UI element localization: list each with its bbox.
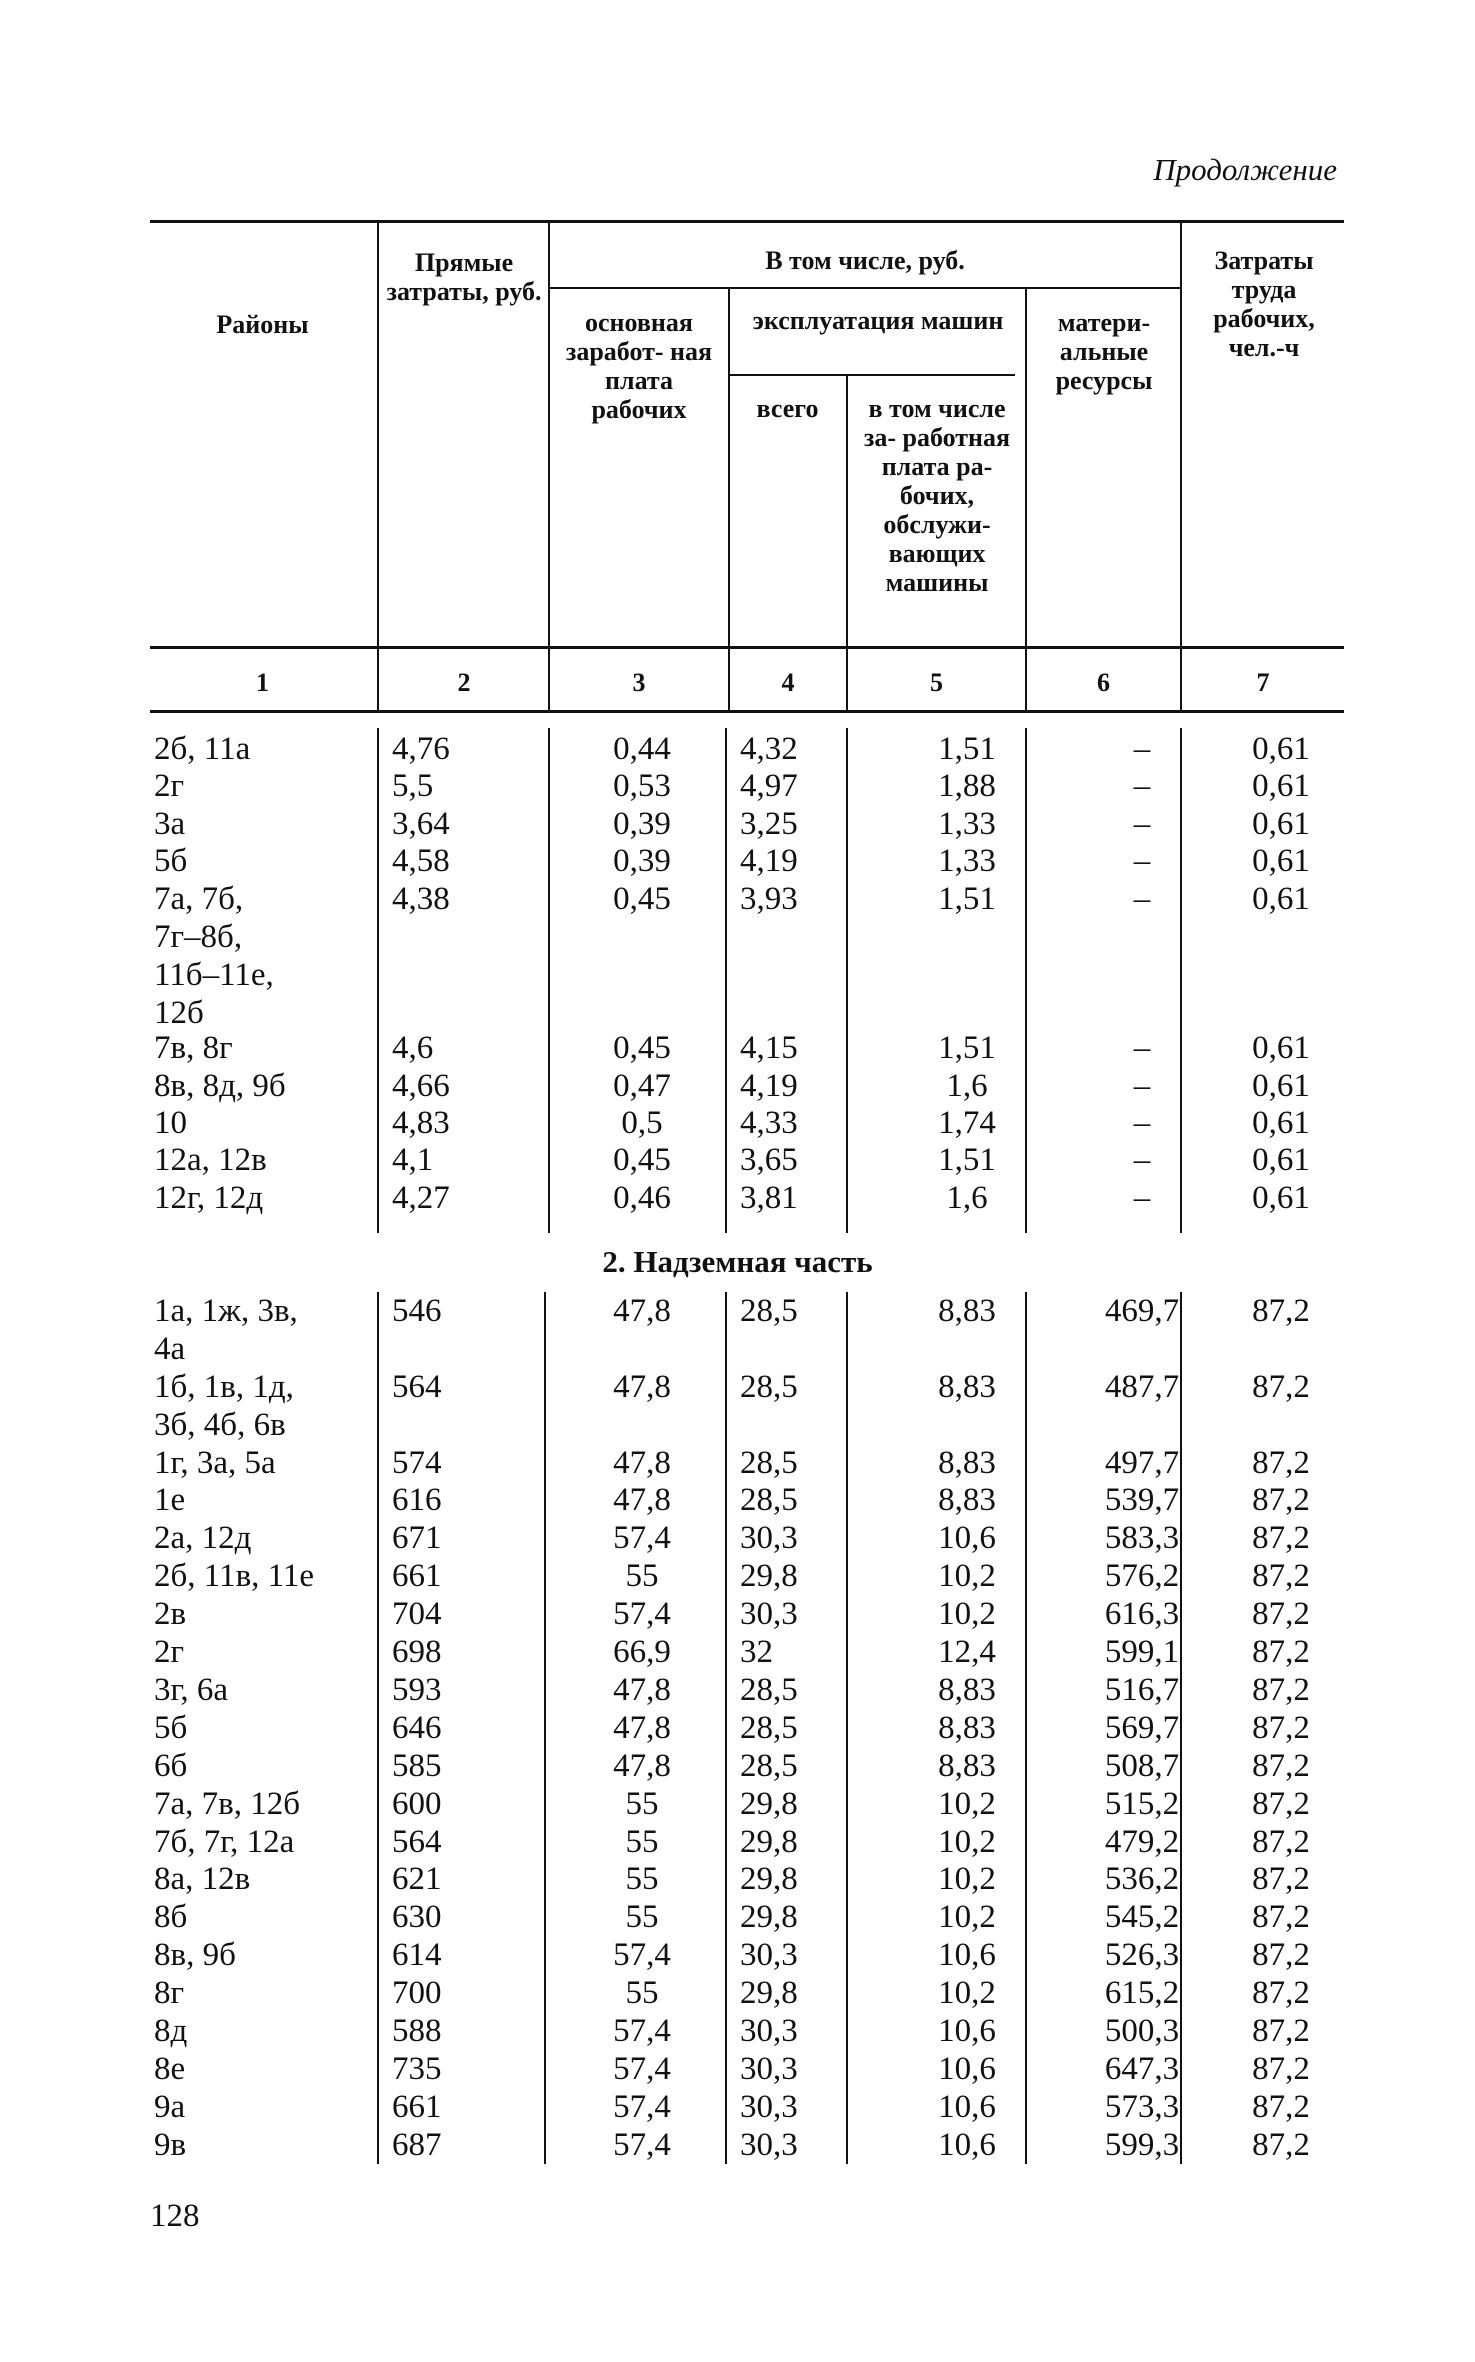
machine-total-cell: 28,5 <box>740 1368 798 1405</box>
machine-wage-cell: 8,83 <box>938 1671 996 1708</box>
machine-total-cell: 29,8 <box>740 1823 798 1860</box>
labor-cost-cell: 87,2 <box>1252 1937 1310 1974</box>
table-row <box>150 842 1344 879</box>
header-bottom-rule <box>150 646 1344 649</box>
direct-costs-cell: 4,27 <box>392 1179 450 1216</box>
base-wage-cell: 0,5 <box>621 1104 663 1141</box>
base-wage-cell: 0,53 <box>613 768 671 805</box>
labor-cost-cell: 87,2 <box>1252 2012 1310 2049</box>
machine-total-cell: 30,3 <box>740 2012 798 2049</box>
column-number-3: 3 <box>632 668 646 697</box>
labor-cost-cell: 0,61 <box>1252 880 1310 917</box>
materials-cell: – <box>1133 1104 1151 1141</box>
column-number-1: 1 <box>256 668 269 697</box>
base-wage-cell: 47,8 <box>613 1482 671 1519</box>
machine-wage-cell: 1,74 <box>938 1104 996 1141</box>
district-cell: 1е <box>154 1482 186 1519</box>
district-cell: 8е <box>154 2050 186 2087</box>
labor-cost-cell: 87,2 <box>1252 1899 1310 1936</box>
header-vline-6 <box>1180 222 1182 712</box>
machine-total-cell: 28,5 <box>740 1709 798 1746</box>
table-row <box>150 1444 1344 1482</box>
machine-total-cell: 30,3 <box>740 2050 798 2087</box>
header-col1: Районы <box>216 310 309 339</box>
district-cell: 8б <box>154 1899 188 1936</box>
district-cell: 7в, 8г <box>154 1030 233 1067</box>
materials-cell: 479,2 <box>1104 1823 1180 1860</box>
table-row <box>150 1671 1344 1709</box>
labor-cost-cell: 87,2 <box>1252 1293 1310 1329</box>
district-cell: 6б <box>154 1747 188 1784</box>
header-col6: матери- альные ресурсы <box>1055 308 1153 395</box>
labor-cost-cell: 87,2 <box>1252 2050 1310 2087</box>
column-number-2: 2 <box>457 668 471 697</box>
base-wage-cell: 55 <box>625 1785 659 1822</box>
machine-wage-cell: 10,2 <box>938 1785 996 1822</box>
materials-cell: 500,3 <box>1104 2012 1180 2049</box>
direct-costs-cell: 630 <box>392 1899 442 1936</box>
table-row <box>150 1519 1344 1557</box>
materials-cell: 526,3 <box>1104 1937 1180 1974</box>
district-cell: 2г <box>154 768 185 805</box>
machine-total-cell: 28,5 <box>740 1482 798 1519</box>
table-row <box>150 805 1344 842</box>
machine-wage-cell: 8,83 <box>938 1482 996 1519</box>
base-wage-cell: 57,4 <box>613 1596 671 1633</box>
machine-total-cell: 4,15 <box>740 1030 798 1067</box>
base-wage-cell: 0,47 <box>613 1067 671 1104</box>
machine-wage-cell: 10,2 <box>938 1823 996 1860</box>
materials-cell: 573,3 <box>1104 2088 1180 2125</box>
materials-cell: – <box>1133 1030 1151 1067</box>
direct-costs-cell: 588 <box>392 2012 442 2049</box>
district-cell: 1г, 3а, 5а <box>154 1444 276 1481</box>
base-wage-cell: 0,46 <box>613 1179 671 1216</box>
district-cell: 8г <box>154 1975 185 2012</box>
machine-wage-cell: 10,6 <box>938 1937 996 1974</box>
district-cell: 3г, 6а <box>154 1671 228 1708</box>
base-wage-cell: 0,39 <box>613 843 671 880</box>
base-wage-cell: 0,45 <box>613 1030 671 1067</box>
header-exploitation: эксплуатация машин <box>752 306 1004 335</box>
labor-cost-cell: 0,61 <box>1252 1104 1310 1141</box>
materials-cell: 516,7 <box>1104 1671 1180 1708</box>
labor-cost-cell: 0,61 <box>1252 768 1310 805</box>
machine-total-cell: 4,19 <box>740 843 798 880</box>
header-col7: Затраты труда рабочих, чел.-ч <box>1213 246 1315 362</box>
materials-cell: 583,3 <box>1104 1520 1180 1557</box>
machine-total-cell: 3,25 <box>740 805 798 842</box>
machine-total-cell: 30,3 <box>740 1520 798 1557</box>
base-wage-cell: 55 <box>625 1861 659 1898</box>
district-cell: 1а, 1ж, 3в, 4а <box>154 1293 298 1367</box>
table-row <box>150 1898 1344 1936</box>
machine-total-cell: 4,32 <box>740 731 798 767</box>
labor-cost-cell: 87,2 <box>1252 1520 1310 1557</box>
materials-cell: 508,7 <box>1104 1747 1180 1784</box>
table-row <box>150 1067 1344 1104</box>
direct-costs-cell: 700 <box>392 1975 442 2012</box>
base-wage-cell: 55 <box>625 1558 659 1595</box>
section2-table-body <box>150 1292 1344 2164</box>
district-cell: 10 <box>154 1104 187 1141</box>
district-cell: 2б, 11а <box>154 731 251 767</box>
direct-costs-cell: 4,66 <box>392 1067 450 1104</box>
table-row <box>150 2088 1344 2126</box>
machine-wage-cell: 10,2 <box>938 1558 996 1595</box>
table-row <box>150 1481 1344 1519</box>
district-cell: 8в, 9б <box>154 1937 236 1974</box>
table-row <box>150 1860 1344 1898</box>
machine-wage-cell: 10,2 <box>938 1596 996 1633</box>
materials-cell: 576,2 <box>1104 1558 1180 1595</box>
header-col2: Прямые затраты, руб. <box>386 248 542 306</box>
machine-wage-cell: 8,83 <box>938 1444 996 1481</box>
machine-total-cell: 28,5 <box>740 1293 798 1329</box>
base-wage-cell: 66,9 <box>613 1634 671 1671</box>
direct-costs-cell: 661 <box>392 1558 442 1595</box>
machine-wage-cell: 10,2 <box>938 1899 996 1936</box>
district-cell: 5б <box>154 843 188 880</box>
district-cell: 12г, 12д <box>154 1179 264 1216</box>
group-underline <box>550 287 1180 289</box>
materials-cell: – <box>1133 1142 1151 1179</box>
district-cell: 2г <box>154 1634 185 1671</box>
machine-total-cell: 3,93 <box>740 880 798 917</box>
base-wage-cell: 47,8 <box>613 1368 671 1405</box>
direct-costs-cell: 661 <box>392 2088 442 2125</box>
materials-cell: 545,2 <box>1104 1899 1180 1936</box>
machine-total-cell: 30,3 <box>740 2088 798 2125</box>
machine-total-cell: 32 <box>740 1634 773 1671</box>
machine-wage-cell: 10,6 <box>938 2126 996 2163</box>
header-col5: в том числе за- работная плата ра- бочих, обслужи- вающих машины <box>863 394 1011 597</box>
base-wage-cell: 47,8 <box>613 1293 671 1329</box>
labor-cost-cell: 87,2 <box>1252 1558 1310 1595</box>
header-top-rule <box>150 220 1344 223</box>
labor-cost-cell: 0,61 <box>1252 1142 1310 1179</box>
header-vline-5 <box>1025 288 1027 712</box>
direct-costs-cell: 621 <box>392 1861 442 1898</box>
direct-costs-cell: 4,1 <box>392 1142 434 1179</box>
column-number-4: 4 <box>781 668 795 697</box>
district-cell: 9в <box>154 2126 187 2163</box>
district-cell: 2а, 12д <box>154 1520 252 1557</box>
machine-wage-cell: 10,6 <box>938 1520 996 1557</box>
machine-wage-cell: 8,83 <box>938 1368 996 1405</box>
direct-costs-cell: 704 <box>392 1596 442 1633</box>
labor-cost-cell: 87,2 <box>1252 1634 1310 1671</box>
direct-costs-cell: 4,38 <box>392 880 450 917</box>
direct-costs-cell: 616 <box>392 1482 442 1519</box>
materials-cell: 615,2 <box>1104 1975 1180 2012</box>
district-cell: 8а, 12в <box>154 1861 251 1898</box>
direct-costs-cell: 4,6 <box>392 1030 434 1067</box>
machine-wage-cell: 8,83 <box>938 1747 996 1784</box>
district-cell: 3а <box>154 805 186 842</box>
district-cell: 5б <box>154 1709 188 1746</box>
column-number-6: 6 <box>1097 668 1110 697</box>
machine-wage-cell: 1,88 <box>938 768 996 805</box>
table-row <box>150 1785 1344 1823</box>
materials-cell: 497,7 <box>1104 1444 1180 1481</box>
direct-costs-cell: 546 <box>392 1293 442 1329</box>
header-vline-3 <box>728 288 730 712</box>
materials-cell: 647,3 <box>1104 2050 1180 2087</box>
labor-cost-cell: 0,61 <box>1252 1030 1310 1067</box>
column-numbers-bottom-rule <box>150 710 1344 713</box>
table-row <box>150 1104 1344 1141</box>
header-group: В том числе, руб. <box>765 246 965 275</box>
district-cell: 8д <box>154 2012 188 2049</box>
header-col3: основная заработ- ная плата рабочих <box>565 308 713 424</box>
exploitation-underline <box>730 374 1015 376</box>
district-cell: 7а, 7в, 12б <box>154 1785 301 1822</box>
materials-cell: 515,2 <box>1104 1785 1180 1822</box>
table-row <box>150 2126 1344 2164</box>
table-row <box>150 1747 1344 1785</box>
district-cell: 2в <box>154 1596 187 1633</box>
table-row <box>150 1029 1344 1066</box>
direct-costs-cell: 574 <box>392 1444 442 1481</box>
machine-wage-cell: 1,51 <box>938 1142 996 1179</box>
direct-costs-cell: 4,83 <box>392 1104 450 1141</box>
page-number: 128 <box>150 2198 200 2234</box>
base-wage-cell: 47,8 <box>613 1709 671 1746</box>
base-wage-cell: 47,8 <box>613 1671 671 1708</box>
materials-cell: 539,7 <box>1104 1482 1180 1519</box>
labor-cost-cell: 87,2 <box>1252 1747 1310 1784</box>
labor-cost-cell: 0,61 <box>1252 731 1310 767</box>
header-vline-4 <box>846 375 848 712</box>
direct-costs-cell: 3,64 <box>392 805 450 842</box>
machine-total-cell: 28,5 <box>740 1671 798 1708</box>
labor-cost-cell: 87,2 <box>1252 2088 1310 2125</box>
base-wage-cell: 0,44 <box>613 731 671 767</box>
direct-costs-cell: 671 <box>392 1520 442 1557</box>
machine-total-cell: 4,33 <box>740 1104 798 1141</box>
district-cell: 9а <box>154 2088 186 2125</box>
materials-cell: – <box>1133 805 1151 842</box>
table-row <box>150 1368 1344 1444</box>
base-wage-cell: 55 <box>625 1823 659 1860</box>
district-cell: 8в, 8д, 9б <box>154 1067 286 1104</box>
materials-cell: 599,3 <box>1104 2126 1180 2163</box>
table-row <box>150 1141 1344 1178</box>
table-row <box>150 1179 1344 1216</box>
machine-total-cell: 3,81 <box>740 1179 798 1216</box>
table-row <box>150 1633 1344 1671</box>
direct-costs-cell: 698 <box>392 1634 442 1671</box>
labor-cost-cell: 0,61 <box>1252 1179 1310 1216</box>
direct-costs-cell: 687 <box>392 2126 442 2163</box>
machine-wage-cell: 8,83 <box>938 1709 996 1746</box>
machine-total-cell: 30,3 <box>740 1937 798 1974</box>
machine-wage-cell: 1,6 <box>946 1179 988 1216</box>
base-wage-cell: 57,4 <box>613 2126 671 2163</box>
header-vline-1 <box>377 222 379 712</box>
direct-costs-cell: 4,58 <box>392 843 450 880</box>
machine-total-cell: 29,8 <box>740 1975 798 2012</box>
column-number-7: 7 <box>1256 668 1270 697</box>
machine-wage-cell: 10,6 <box>938 2088 996 2125</box>
table-row <box>150 1557 1344 1595</box>
machine-total-cell: 28,5 <box>740 1747 798 1784</box>
table-row <box>150 767 1344 804</box>
district-cell: 2б, 11в, 11е <box>154 1558 315 1595</box>
materials-cell: 599,1 <box>1104 1634 1180 1671</box>
continuation-label: Продолжение <box>1153 152 1337 187</box>
machine-total-cell: 30,3 <box>740 1596 798 1633</box>
machine-wage-cell: 8,83 <box>938 1293 996 1329</box>
direct-costs-cell: 585 <box>392 1747 442 1784</box>
header-vline-2 <box>548 222 550 712</box>
direct-costs-cell: 614 <box>392 1937 442 1974</box>
base-wage-cell: 57,4 <box>613 1520 671 1557</box>
base-wage-cell: 0,45 <box>613 1142 671 1179</box>
direct-costs-cell: 593 <box>392 1671 442 1708</box>
labor-cost-cell: 0,61 <box>1252 843 1310 880</box>
labor-cost-cell: 0,61 <box>1252 1067 1310 1104</box>
labor-cost-cell: 87,2 <box>1252 1861 1310 1898</box>
labor-cost-cell: 87,2 <box>1252 1823 1310 1860</box>
table-row <box>150 1709 1344 1747</box>
labor-cost-cell: 87,2 <box>1252 1975 1310 2012</box>
header-col4: всего <box>756 394 819 423</box>
table-row <box>150 1936 1344 1974</box>
labor-cost-cell: 87,2 <box>1252 1596 1310 1633</box>
district-cell: 7б, 7г, 12а <box>154 1823 295 1860</box>
labor-cost-cell: 87,2 <box>1252 1709 1310 1746</box>
materials-cell: 469,7 <box>1104 1293 1180 1329</box>
labor-cost-cell: 87,2 <box>1252 1671 1310 1708</box>
machine-wage-cell: 1,33 <box>938 805 996 842</box>
table-row <box>150 1595 1344 1633</box>
column-number-5: 5 <box>930 668 943 697</box>
machine-total-cell: 29,8 <box>740 1558 798 1595</box>
machine-total-cell: 29,8 <box>740 1899 798 1936</box>
materials-cell: 487,7 <box>1104 1368 1180 1405</box>
materials-cell: – <box>1133 768 1151 805</box>
machine-wage-cell: 12,4 <box>938 1634 996 1671</box>
direct-costs-cell: 564 <box>392 1823 442 1860</box>
base-wage-cell: 57,4 <box>613 2050 671 2087</box>
materials-cell: 569,7 <box>1104 1709 1180 1746</box>
base-wage-cell: 57,4 <box>613 2012 671 2049</box>
base-wage-cell: 0,39 <box>613 805 671 842</box>
direct-costs-cell: 600 <box>392 1785 442 1822</box>
machine-total-cell: 4,97 <box>740 768 798 805</box>
machine-wage-cell: 1,51 <box>938 1030 996 1067</box>
base-wage-cell: 47,8 <box>613 1444 671 1481</box>
labor-cost-cell: 87,2 <box>1252 1368 1310 1405</box>
machine-wage-cell: 1,51 <box>938 731 996 767</box>
direct-costs-cell: 564 <box>392 1368 442 1405</box>
machine-total-cell: 4,19 <box>740 1067 798 1104</box>
base-wage-cell: 0,45 <box>613 880 671 917</box>
materials-cell: – <box>1133 843 1151 880</box>
materials-cell: 616,3 <box>1104 1596 1180 1633</box>
base-wage-cell: 57,4 <box>613 2088 671 2125</box>
district-cell: 7а, 7б, 7г–8б, 11б–11е, 12б <box>154 880 274 1031</box>
table-row <box>150 1292 1344 1368</box>
machine-wage-cell: 1,6 <box>946 1067 988 1104</box>
machine-wage-cell: 10,2 <box>938 1975 996 2012</box>
machine-wage-cell: 1,33 <box>938 843 996 880</box>
labor-cost-cell: 87,2 <box>1252 1482 1310 1519</box>
base-wage-cell: 57,4 <box>613 1937 671 1974</box>
base-wage-cell: 47,8 <box>613 1747 671 1784</box>
table-row <box>150 2050 1344 2088</box>
direct-costs-cell: 5,5 <box>392 768 434 805</box>
machine-wage-cell: 10,6 <box>938 2012 996 2049</box>
machine-wage-cell: 10,6 <box>938 2050 996 2087</box>
materials-cell: – <box>1133 731 1151 767</box>
direct-costs-cell: 4,76 <box>392 731 450 767</box>
base-wage-cell: 55 <box>625 1899 659 1936</box>
machine-wage-cell: 1,51 <box>938 880 996 917</box>
machine-total-cell: 3,65 <box>740 1142 798 1179</box>
base-wage-cell: 55 <box>625 1975 659 2012</box>
machine-total-cell: 28,5 <box>740 1444 798 1481</box>
section2-title: 2. Надземная часть <box>602 1244 873 1279</box>
materials-cell: – <box>1133 880 1151 917</box>
materials-cell: 536,2 <box>1104 1861 1180 1898</box>
table-row <box>150 880 1344 1030</box>
labor-cost-cell: 87,2 <box>1252 1785 1310 1822</box>
district-cell: 12а, 12в <box>154 1142 267 1179</box>
machine-wage-cell: 10,2 <box>938 1861 996 1898</box>
labor-cost-cell: 87,2 <box>1252 1444 1310 1481</box>
machine-total-cell: 29,8 <box>740 1861 798 1898</box>
district-cell: 1б, 1в, 1д, 3б, 4б, 6в <box>154 1368 294 1443</box>
direct-costs-cell: 735 <box>392 2050 442 2087</box>
direct-costs-cell: 646 <box>392 1709 442 1746</box>
labor-cost-cell: 0,61 <box>1252 805 1310 842</box>
machine-total-cell: 30,3 <box>740 2126 798 2163</box>
table-row <box>150 730 1344 767</box>
materials-cell: – <box>1133 1179 1151 1216</box>
table-row <box>150 2012 1344 2050</box>
table-row <box>150 1974 1344 2012</box>
table-row <box>150 1823 1344 1861</box>
materials-cell: – <box>1133 1067 1151 1104</box>
machine-total-cell: 29,8 <box>740 1785 798 1822</box>
section1-table-body <box>150 730 1344 1216</box>
labor-cost-cell: 87,2 <box>1252 2126 1310 2163</box>
